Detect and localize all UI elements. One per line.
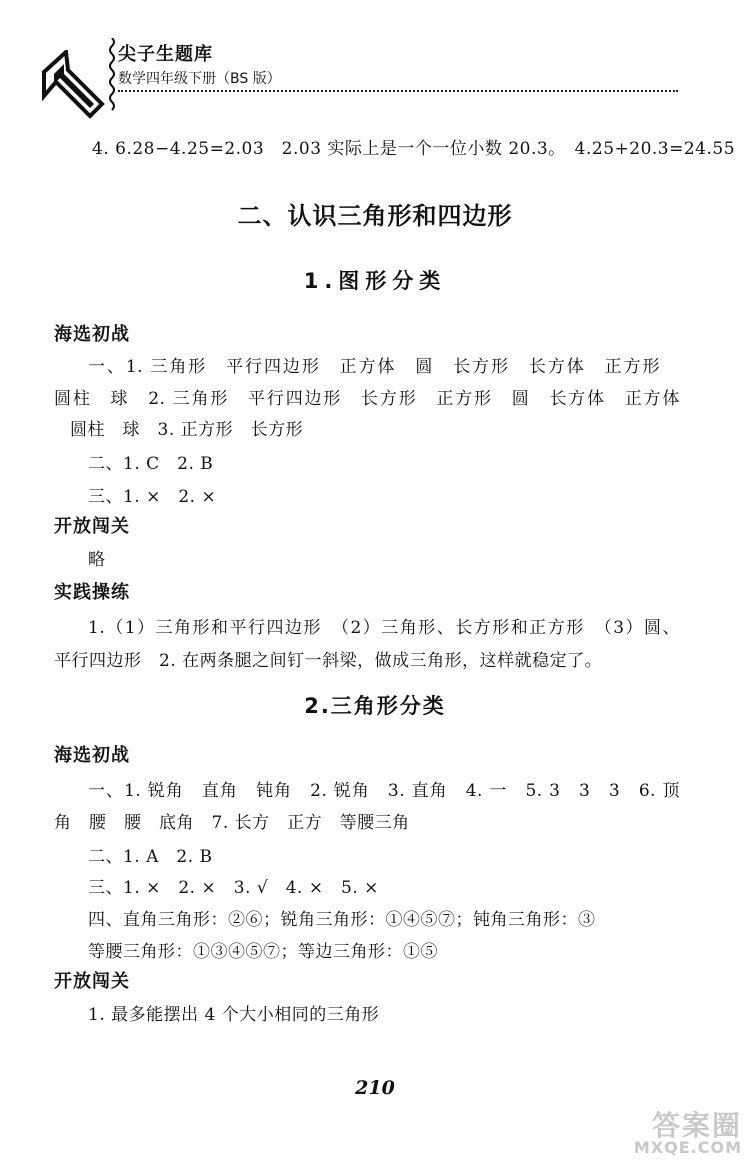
watermark [633,1109,742,1157]
header-dotted-rule [118,90,678,92]
lesson1-haixuan-san: 三、1. × 2. × [88,487,217,507]
lesson1-kaifang-text: 略 [88,550,106,570]
page-number: 210 [355,1077,395,1099]
arrow-logo-icon [40,50,108,122]
lesson2-kaifang-text: 1. 最多能摆出 4 个大小相同的三角形 [88,1005,380,1025]
lesson2-title: 2.三角形分类 [304,694,446,718]
lesson2-haixuan-si-line1: 四、直角三角形：②⑥；锐角三角形：①④⑤⑦；钝角三角形：③ [88,910,596,930]
lesson1-haixuan-er: 二、1. C 2. B [88,454,214,474]
lesson2-haixuan-line2: 角 腰 腰 底角 7. 长方 正方 等腰三角 [54,813,410,833]
wavy-divider-icon [107,38,117,114]
lesson2-kaifang-label: 开放闯关 [54,971,130,992]
lesson2-haixuan-er: 二、1. A 2. B [88,847,213,867]
lesson1-haixuan-label: 海选初战 [54,324,130,345]
lesson2-haixuan-line1: 一、1. 锐角 直角 钝角 2. 锐角 3. 直角 4. 一 5. 3 3 3 6. 顶 [88,781,680,801]
lesson1-shijian-line1: 1.（1）三角形和平行四边形 （2）三角形、长方形和正方形 （3）圆、 [88,618,680,638]
lesson2-haixuan-si-line2: 等腰三角形：①③④⑤⑦；等边三角形：①⑤ [88,942,438,962]
watermark-brand: 答案圈 [651,1109,742,1142]
lesson1-kaifang-label: 开放闯关 [54,516,130,537]
lesson1-shijian-line2: 平行四边形 2. 在两条腿之间钉一斜梁，做成三角形，这样就稳定了。 [54,651,603,671]
lesson1-haixuan-line2: 圆柱 球 2. 三角形 平行四边形 长方形 正方形 圆 长方体 正方体 [54,389,680,409]
answer-line-carryover: 4. 6.28−4.25=2.03 2.03 实际上是一个一位小数 20.3。 4.25+20.3=24.55 [92,139,736,159]
lesson1-title: 1.图形分类 [303,269,447,293]
lesson1-haixuan-line3: 圆柱 球 3. 正方形 长方形 [70,420,304,440]
lesson2-haixuan-label: 海选初战 [54,745,130,766]
lesson1-shijian-label: 实践操练 [54,582,130,603]
watermark-url: MXQE.COM [633,1138,742,1157]
lesson1-haixuan-line1: 一、1. 三角形 平行四边形 正方体 圆 长方形 长方体 正方形 [88,357,660,377]
series-title: 尖子生题库 [118,44,213,65]
book-subtitle: 数学四年级下册（BS 版） [118,71,281,87]
lesson2-haixuan-san: 三、1. × 2. × 3. √ 4. × 5. × [88,878,379,898]
section-title: 二、认识三角形和四边形 [237,202,513,230]
